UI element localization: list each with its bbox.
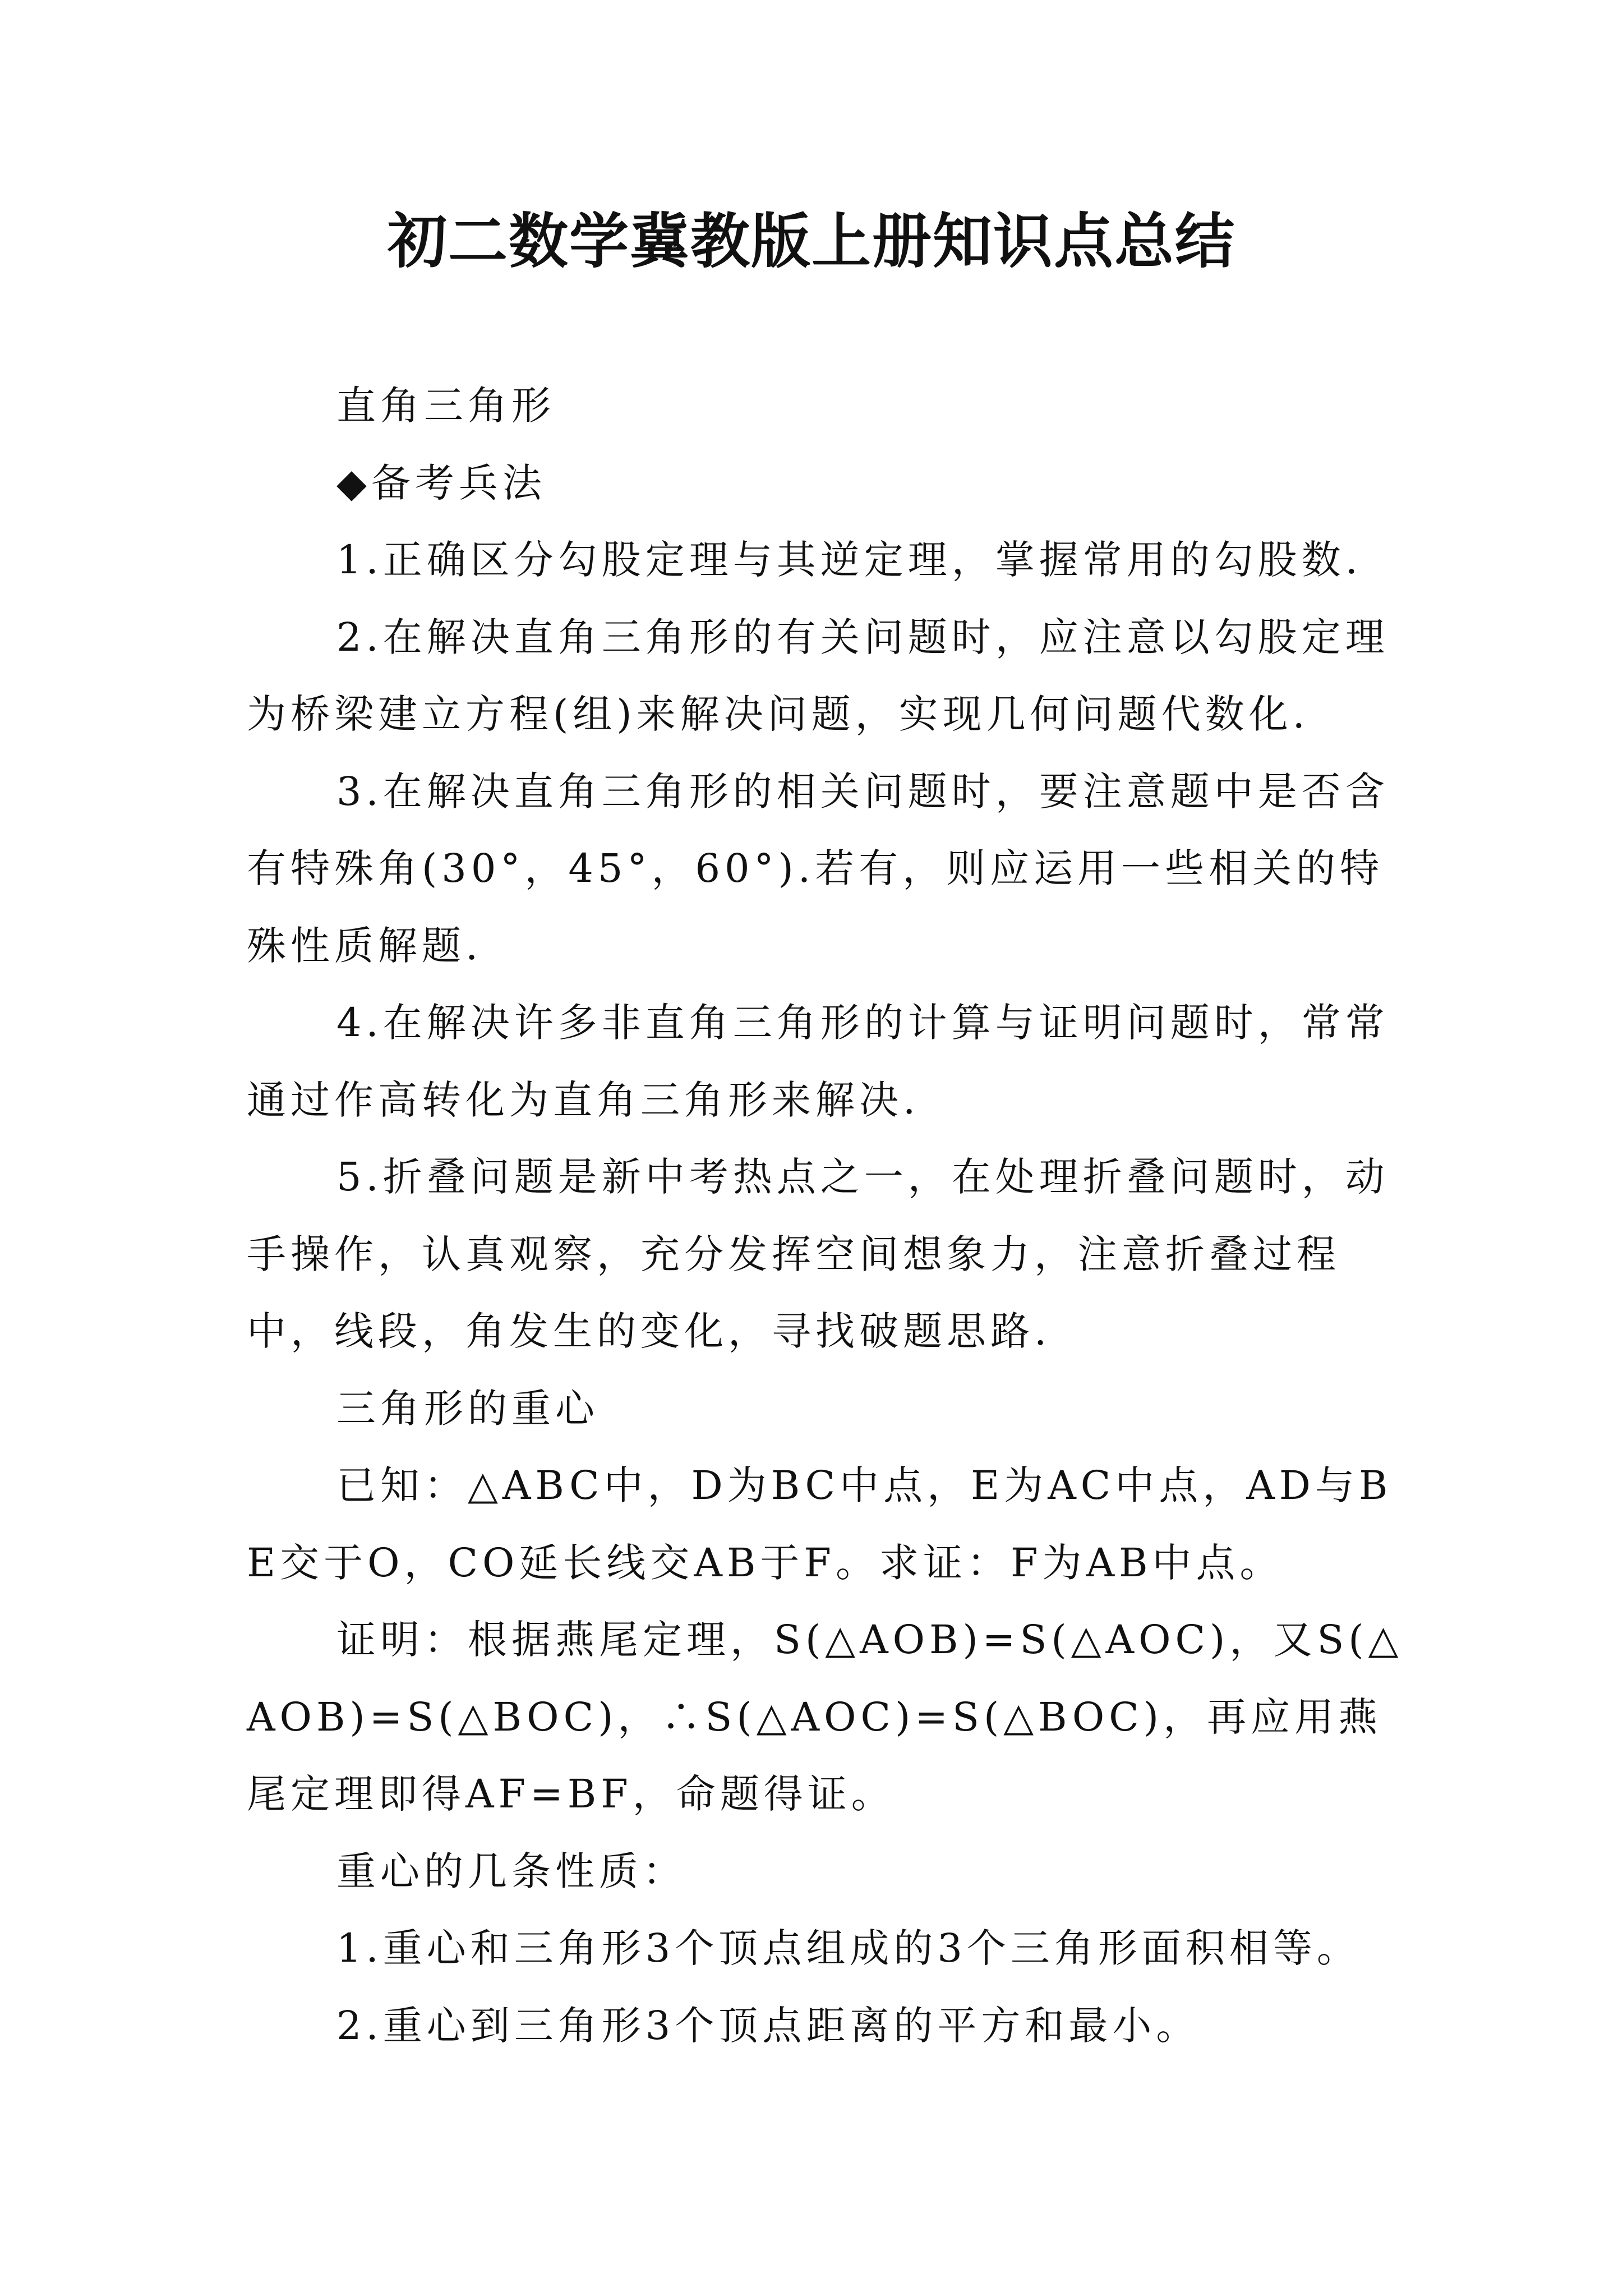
paragraph-tip-2: 2.在解决直角三角形的有关问题时，应注意以勾股定理为桥梁建立方程(组)来解决问题，实现几何问题代数化. bbox=[247, 614, 1389, 737]
paragraph-tip-3: 3.在解决直角三角形的相关问题时，要注意题中是否含有特殊角(30°，45°，60°).若有，则应运用一些相关的特殊性质解题. bbox=[247, 768, 1389, 969]
document-title: 初二数学冀教版上册知识点总结 bbox=[388, 206, 1235, 276]
section-heading-right-triangle: 直角三角形 bbox=[336, 383, 555, 429]
paragraph-property-2: 2.重心到三角形3个顶点距离的平方和最小。 bbox=[336, 2002, 1200, 2049]
paragraph-tip-1: 1.正确区分勾股定理与其逆定理，掌握常用的勾股数. bbox=[336, 537, 1363, 583]
paragraph-given: 已知：△ABC中，D为BC中点，E为AC中点，AD与BE交于O，CO延长线交AB于F。求证：F为AB中点。 bbox=[247, 1462, 1393, 1586]
subheading-centroid-properties: 重心的几条性质： bbox=[336, 1848, 686, 1894]
paragraph-proof: 证明：根据燕尾定理，S(△AOB)=S(△AOC)，又S(△AOB)=S(△BOC)，∴S(△AOC)=S(△BOC)，再应用燕尾定理即得AF=BF，命题得证。 bbox=[247, 1617, 1403, 1817]
paragraph-tip-5: 5.折叠问题是新中考热点之一，在处理折叠问题时，动手操作，认真观察，充分发挥空间想象力，注意折叠过程中，线段，角发生的变化，寻找破题思路. bbox=[247, 1154, 1389, 1354]
paragraph-property-1: 1.重心和三角形3个顶点组成的3个三角形面积相等。 bbox=[336, 1925, 1361, 1971]
section-heading-centroid: 三角形的重心 bbox=[336, 1385, 599, 1432]
subheading-exam-tips: ◆备考兵法 bbox=[336, 459, 546, 506]
paragraph-tip-4: 4.在解决许多非直角三角形的计算与证明问题时，常常通过作高转化为直角三角形来解决. bbox=[247, 1000, 1389, 1123]
document-body bbox=[247, 367, 1408, 2064]
